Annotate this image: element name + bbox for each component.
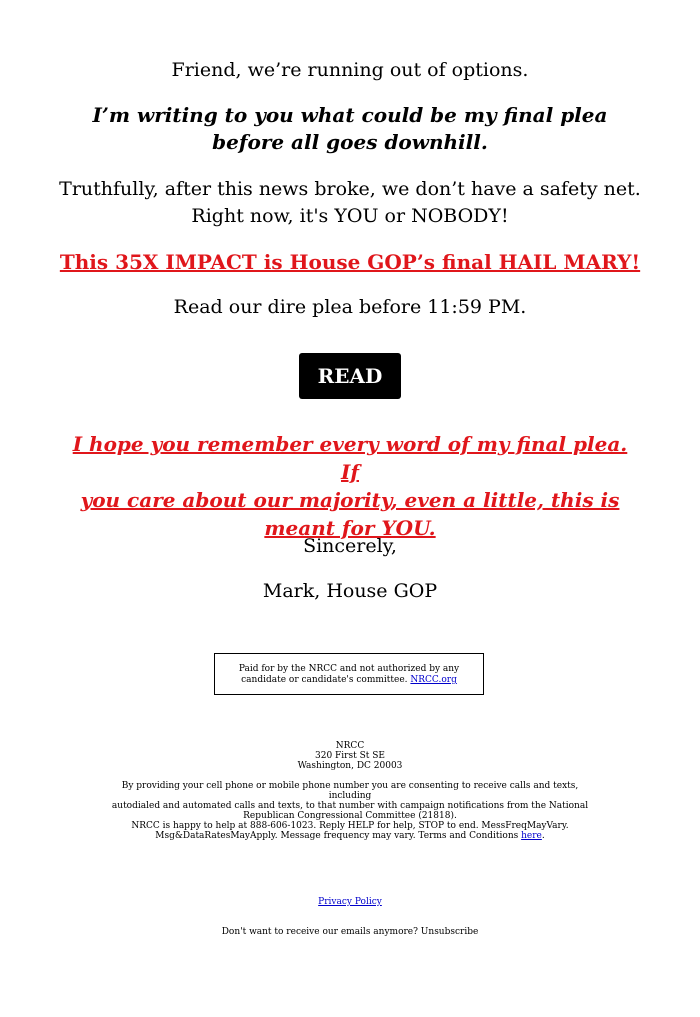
truthfully-paragraph	[40, 176, 660, 230]
help-text	[100, 821, 600, 841]
consent-line-3: Republican Congressional Committee (21818).	[243, 811, 457, 821]
remember-line-1: I hope you remember every word of my final plea. If	[72, 432, 628, 484]
mailing-address	[0, 741, 700, 771]
plea-line-1: I’m writing to you what could be my final plea	[92, 103, 608, 127]
paid-for-disclaimer-box	[214, 653, 484, 695]
remember-plea-link[interactable]	[66, 430, 634, 542]
paid-line-2	[215, 675, 483, 686]
help-line-1: NRCC is happy to help at 888-606-1023. Reply HELP for help, STOP to end. MessFreqMayVary.	[131, 821, 569, 831]
address-city: Washington, DC 20003	[297, 761, 403, 771]
privacy-policy-link[interactable]: Privacy Policy	[318, 897, 382, 907]
plea-line-2: before all goes downhill.	[212, 130, 488, 154]
terms-here-link[interactable]: here	[521, 831, 542, 841]
paid-line-2-prefix: candidate or candidate's committee.	[241, 675, 408, 685]
consent-line-2: autodialed and automated calls and texts, to that number with campaign notifications from the National	[111, 801, 589, 811]
consent-line-1: By providing your cell phone or mobile phone number you are consenting to receive calls and texts, including	[121, 781, 579, 801]
nrcc-org-link[interactable]: NRCC.org	[410, 675, 457, 685]
truth-line-2: Right now, it's YOU or NOBODY!	[191, 205, 509, 227]
final-plea-heading	[80, 102, 620, 156]
read-button[interactable]: READ	[299, 353, 401, 399]
unsubscribe-text[interactable]: Don't want to receive our emails anymore? Unsubscribe	[221, 927, 479, 937]
privacy-section	[0, 897, 700, 908]
sms-consent-text	[100, 781, 600, 821]
truth-line-1: Truthfully, after this news broke, we don’t have a safety net.	[59, 178, 641, 200]
greeting-text: Friend, we’re running out of options.	[171, 59, 529, 81]
paid-line-1: Paid for by the NRCC and not authorized by any	[238, 664, 460, 674]
address-street: 320 First St SE	[315, 751, 385, 761]
address-name: NRCC	[335, 741, 365, 751]
remember-line-3: meant for YOU.	[264, 516, 436, 540]
sincerely-text: Sincerely,	[303, 535, 397, 557]
signature-text: Mark, House GOP	[262, 580, 438, 602]
help-line-2-prefix: Msg&DataRatesMayApply. Message frequency may vary. Terms and Conditions	[155, 831, 519, 841]
remember-line-2: you care about our majority, even a little, this is	[80, 488, 620, 512]
hail-mary-link[interactable]: This 35X IMPACT is House GOP’s final HAIL MARY!	[59, 250, 641, 274]
help-line-2	[100, 831, 600, 841]
help-line-2-suffix: .	[541, 831, 545, 841]
read-before-text: Read our dire plea before 11:59 PM.	[173, 296, 527, 318]
